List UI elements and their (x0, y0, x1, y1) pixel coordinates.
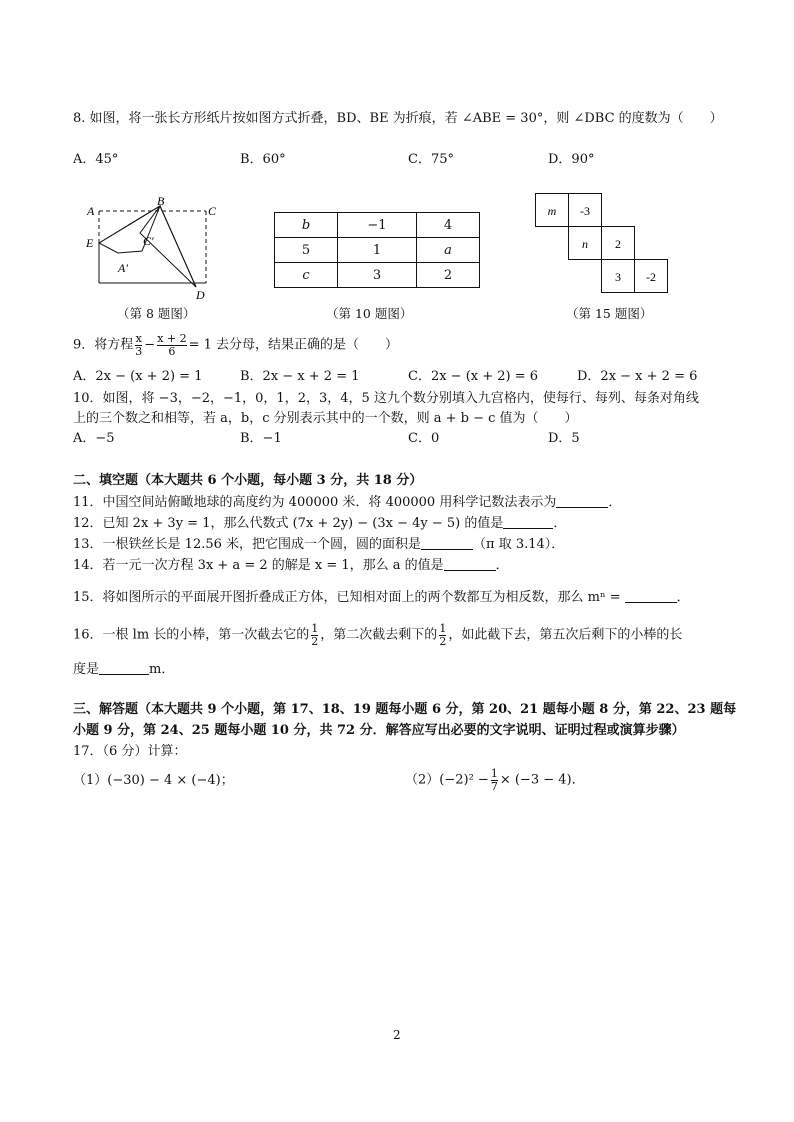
q15 (73, 590, 690, 604)
q15-answer-blank[interactable] (625, 590, 677, 603)
fraction-denominator: 2 (439, 634, 447, 648)
fig10-row (275, 238, 480, 263)
q9-stem (73, 333, 398, 357)
q16-line-2 (73, 662, 174, 676)
fig10-cell: 5 (275, 238, 338, 263)
q14-answer-blank[interactable] (444, 558, 496, 571)
fraction-denominator: 6 (157, 345, 186, 358)
fig15-cell: 2 (615, 237, 621, 251)
q8-option-b: B．60° (240, 152, 286, 167)
q10-option-a: A．−5 (73, 431, 115, 446)
q8-option-a: A．45° (73, 152, 119, 167)
q15-end: ． (676, 590, 690, 605)
fig15-cell-n: n (582, 237, 588, 251)
fig15-caption: （第 15 题图） (566, 306, 653, 321)
page-number: 2 (393, 1028, 401, 1042)
q11-answer-blank[interactable] (556, 495, 608, 508)
q12-answer-blank[interactable] (503, 516, 553, 529)
fig15-cell: -2 (646, 270, 656, 284)
fig10-cell: 4 (417, 213, 480, 238)
fig10-cell: 1 (338, 238, 417, 263)
fraction-numerator: 1 (490, 767, 498, 780)
q16-answer-blank[interactable] (99, 662, 149, 675)
q9-fraction-2 (157, 333, 186, 357)
q16-part-c: ，如此截下去，第五次后剩下的小棒的长 (448, 627, 683, 643)
fig10-cell: 2 (417, 263, 480, 288)
q13-answer-blank[interactable] (421, 537, 473, 550)
q15-text: 15．将如图所示的平面展开图折叠成正方体，已知相对面上的两个数都互为相反数，那么 mⁿ = (73, 590, 621, 605)
q17-part-1: （1）(−30) − 4 × (−4)； (73, 773, 234, 788)
fraction-numerator: x (135, 332, 142, 345)
fraction-denominator: 3 (135, 344, 143, 358)
q16-line-2-text: 度是 (73, 662, 100, 677)
q13-text: 13．一根铁丝长是 12.56 米，把它围成一个圆，圆的面积是 (73, 537, 422, 552)
fig10-cell: a (417, 238, 480, 263)
q16-fraction-1 (311, 623, 318, 647)
fig10-cell: −1 (338, 213, 417, 238)
fig15-cell-m: m (547, 204, 557, 218)
q9-option-c: C．2x − (x + 2) = 6 (408, 369, 539, 384)
fig10-row (275, 263, 480, 288)
q17-fraction (491, 768, 498, 792)
fraction-denominator: 7 (490, 779, 498, 793)
section-2-title: 二、填空题（本大题共 6 个小题，每小题 3 分，共 18 分） (73, 473, 423, 488)
fig10-row (275, 213, 480, 238)
q13-end: （π 取 3.14）． (473, 537, 565, 552)
q16-fraction-2 (439, 623, 446, 647)
section-3-title-line-2: 小题 9 分，第 24、25 题每小题 10 分，共 72 分．解答应写出必要的文字说明、证明过程或演算步骤） (73, 723, 685, 738)
q16-line-1 (73, 623, 682, 647)
fig8-label-d: D (196, 288, 205, 302)
q11-text: 11．中国空间站俯瞰地球的高度约为 400000 米．将 400000 用科学记数法表示为 (73, 495, 557, 510)
fig10-cell: c (275, 263, 338, 288)
q9-prefix: 9．将方程 (73, 337, 134, 353)
q12-end: ． (553, 516, 567, 531)
q12-text: 12．已知 2x + 3y = 1，那么代数式 (7x + 2y) − (3x − 4y − 5) 的值是 (73, 516, 504, 531)
fig8-folding-diagram (80, 193, 230, 305)
q10-option-d: D．5 (548, 431, 580, 446)
q8-option-c: C．75° (408, 152, 454, 167)
q17-part-2-pre: （2）(−2)² − (405, 772, 489, 788)
q17-part-2-post: × (−3 − 4)． (499, 772, 585, 788)
q10-option-b: B．−1 (240, 431, 282, 446)
fig8-label-a: A (87, 204, 95, 218)
q13 (73, 537, 564, 551)
fig8-label-c-prime: C′ (143, 234, 154, 248)
section-3-title-line-1: 三、解答题（本大题共 9 个小题，第 17、18、19 题每小题 6 分，第 20、21 题每小题 8 分，第 22、23 题每 (73, 702, 737, 717)
fig15-cube-net (535, 193, 675, 297)
fig10-caption: （第 10 题图） (326, 306, 413, 321)
q8-stem: 8. 如图，将一张长方形纸片按如图方式折叠，BD、BE 为折痕，若 ∠ABE = 30°，则 ∠DBC 的度数为（ ） (73, 111, 723, 126)
fig15-cell: -3 (580, 204, 590, 218)
q9-suffix: = 1 去分母，结果正确的是（ ） (188, 337, 399, 353)
fig8-caption: （第 8 题图） (117, 306, 196, 321)
q16-part-b: ，第二次截去剩下的 (320, 627, 438, 643)
q14-text: 14．若一元一次方程 3x + a = 2 的解是 x = 1，那么 a 的值是 (73, 558, 444, 573)
fraction-numerator: 1 (311, 622, 319, 635)
q16-line-2-end: m． (149, 662, 175, 677)
fig10-cell: 3 (338, 263, 417, 288)
q9-option-b: B．2x − x + 2 = 1 (240, 369, 360, 384)
fraction-denominator: 2 (311, 634, 319, 648)
q16-part-a: 16．一根 lm 长的小棒，第一次截去它的 (73, 627, 310, 643)
fig15-cell: 3 (615, 270, 621, 284)
q8-option-d: D．90° (548, 152, 595, 167)
fig8-label-a-prime: A′ (118, 261, 128, 275)
q9-option-d: D．2x − x + 2 = 6 (577, 369, 698, 384)
q10-line-2: 上的三个数之和相等，若 a，b，c 分别表示其中的一个数，则 a + b − c 值为（ ） (73, 411, 578, 426)
q11-end: ． (608, 495, 622, 510)
fig8-label-e: E (86, 236, 94, 250)
fig8-label-b: B (157, 194, 165, 208)
q10-line-1: 10．如图，将 −3，−2，−1，0，1，2，3，4，5 这九个数分别填入九宫格内，使每行、每列、每条对角线 (73, 391, 699, 406)
fig10-cell: b (275, 213, 338, 238)
q11 (73, 495, 621, 509)
q9-minus: − (144, 337, 156, 353)
q17-stem: 17．（6 分）计算： (73, 744, 187, 759)
fraction-numerator: 1 (439, 622, 447, 635)
q17-part-2 (405, 768, 585, 792)
q9-option-a: A．2x − (x + 2) = 1 (73, 369, 203, 384)
q10-option-c: C．0 (408, 431, 440, 446)
q14 (73, 558, 509, 572)
fig10-magic-square (274, 212, 480, 288)
q9-fraction-1 (135, 333, 142, 357)
fig8-label-c: C (208, 204, 217, 218)
q12 (73, 516, 566, 530)
fraction-numerator: x + 2 (157, 332, 187, 345)
q14-end: ． (495, 558, 509, 573)
